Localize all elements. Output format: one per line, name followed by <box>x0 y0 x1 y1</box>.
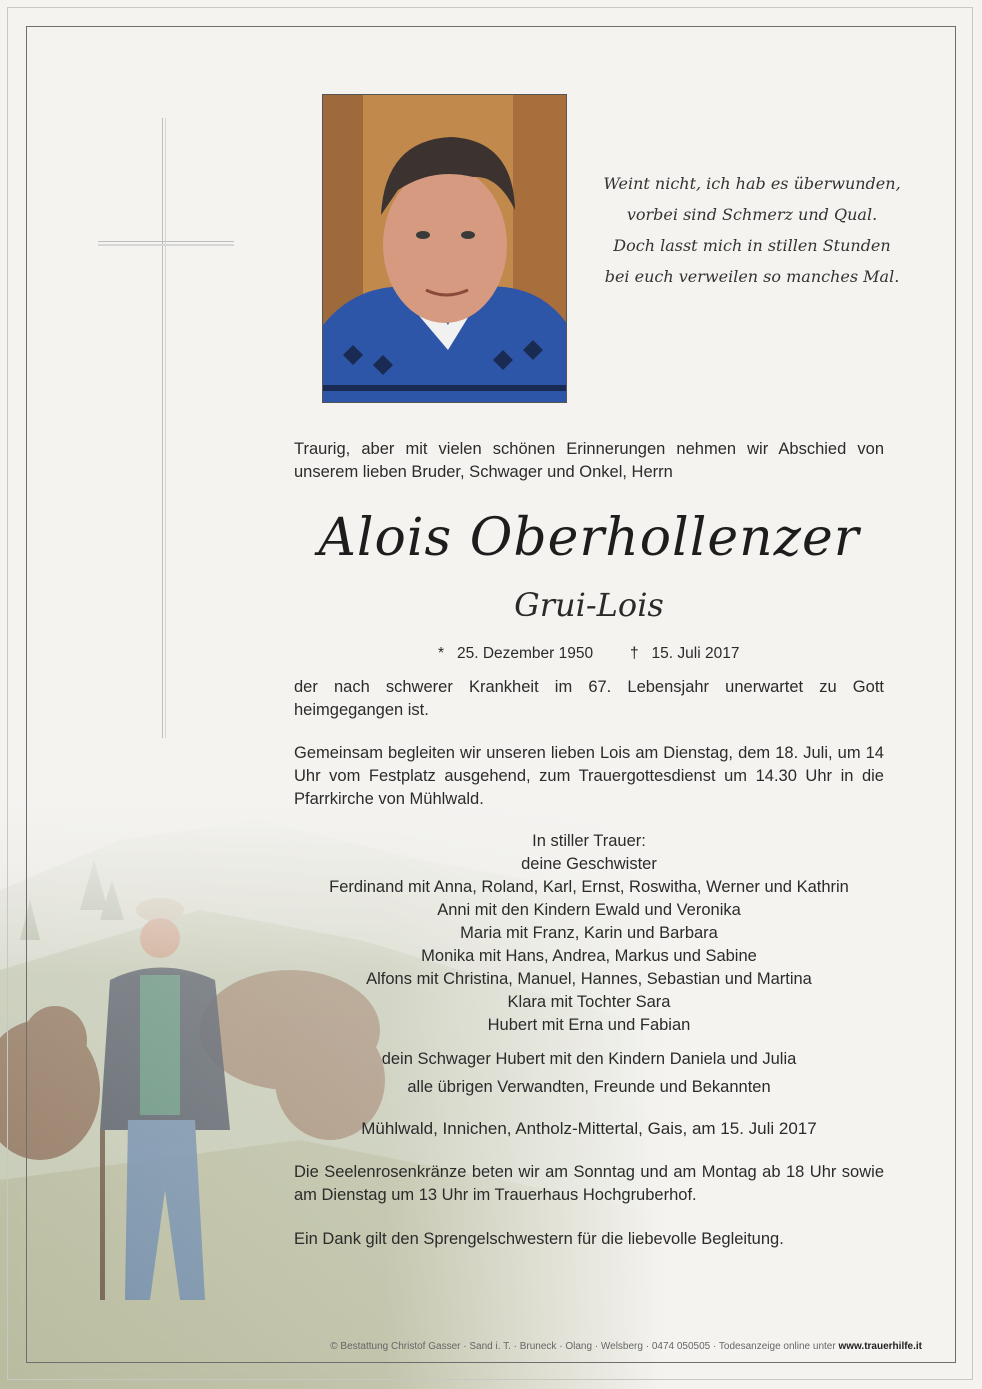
poem-line: vorbei sind Schmerz und Qual. <box>626 205 878 224</box>
birth-date <box>438 645 593 663</box>
footer-text: © Bestattung Christof Gasser · Sand i. T. · Bruneck · Olang · Welsberg · 0474 050505 · Todesanzeige online unter <box>330 1341 839 1352</box>
birth-symbol: * <box>438 645 445 662</box>
poem-line: Weint nicht, ich hab es überwunden, <box>603 174 901 193</box>
poem-line: Doch lasst mich in stillen Stunden <box>613 236 891 255</box>
portrait-photo <box>322 94 567 403</box>
mourner-line: deine Geschwister <box>521 855 657 873</box>
death-symbol: † <box>630 645 639 662</box>
deceased-name: Alois Oberhollenzer <box>318 508 860 568</box>
footer <box>292 1341 922 1352</box>
mourner-line: dein Schwager Hubert mit den Kindern Daniela und Julia <box>381 1050 797 1068</box>
mourners-heading: In stiller Trauer: <box>532 832 646 850</box>
death-date <box>630 645 739 663</box>
mourners-extra <box>294 1045 884 1101</box>
poem-line: bei euch verweilen so manches Mal. <box>604 267 900 286</box>
mourner-line: alle übrigen Verwandten, Freunde und Bekannten <box>407 1078 771 1096</box>
cross-icon-horizontal <box>98 241 234 246</box>
place-date <box>294 1116 884 1142</box>
mourner-line: Maria mit Franz, Karin und Barbara <box>460 924 718 942</box>
place-date-text: Mühlwald, Innichen, Antholz-Mittertal, Gais, am 15. Juli 2017 <box>361 1119 817 1138</box>
thanks-text: Ein Dank gilt den Sprengelschwestern für die liebevolle Begleitung. <box>294 1230 784 1248</box>
death-date-text: 15. Juli 2017 <box>651 645 740 662</box>
rosary-text: Die Seelenrosenkränze beten wir am Sonntag und am Montag ab 18 Uhr sowie am Dienstag um 13 Uhr im Trauerhaus Hochgruberhof. <box>294 1163 884 1204</box>
funeral-text: Gemeinsam begleiten wir unseren lieben Lois am Dienstag, dem 18. Juli, um 14 Uhr vom Festplatz ausgehend, zum Trauergottesdienst um 14.30 Uhr in die Pfarrkirche von Mühlwald. <box>294 744 884 808</box>
passed-text: der nach schwerer Krankheit im 67. Lebensjahr unerwartet zu Gott heimgegangen ist. <box>294 678 884 719</box>
cross-icon-vertical <box>162 118 166 738</box>
mourner-line: Monika mit Hans, Andrea, Markus und Sabine <box>421 947 757 965</box>
footer-link[interactable]: www.trauerhilfe.it <box>838 1341 922 1352</box>
birth-date-text: 25. Dezember 1950 <box>456 645 594 662</box>
mourner-line: Klara mit Tochter Sara <box>507 993 671 1011</box>
mourner-line: Alfons mit Christina, Manuel, Hannes, Sebastian und Martina <box>366 970 812 988</box>
mourner-line: Anni mit den Kindern Ewald und Veronika <box>437 901 741 919</box>
mourner-line: Hubert mit Erna und Fabian <box>487 1016 691 1034</box>
mourners-list <box>294 830 884 1037</box>
intro-text: Traurig, aber mit vielen schönen Erinnerungen nehmen wir Abschied von unserem lieben Bruder, Schwager und Onkel, Herrn <box>294 440 884 481</box>
mourner-line: Ferdinand mit Anna, Roland, Karl, Ernst, Roswitha, Werner und Kathrin <box>329 878 849 896</box>
deceased-nickname: Grui-Lois <box>514 586 664 624</box>
poem <box>596 168 908 292</box>
